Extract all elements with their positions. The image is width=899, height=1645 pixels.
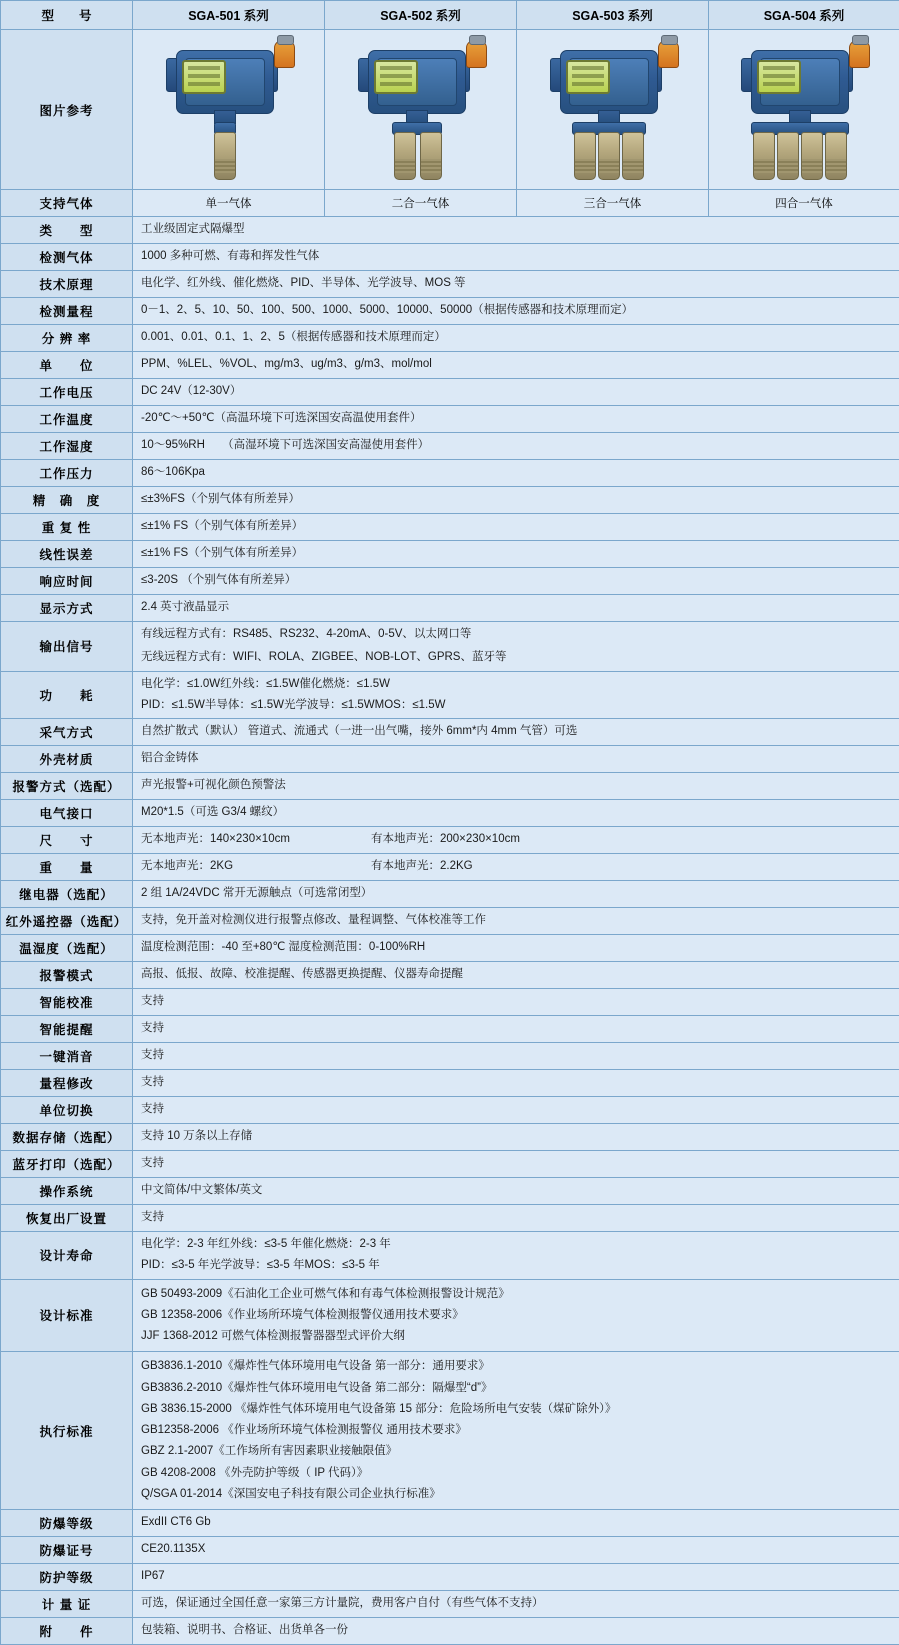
table-row-bluetooth-print [1,1151,899,1178]
row-value-alarm-modes: 高报、低报、故障、校准提醒、传感器更换提醒、仪器寿命提醒 [133,962,899,989]
detector-illustration-dual [346,36,496,184]
exec-standard-6: GB 4208-2008 《外壳防护等级（ IP 代码）》 [141,1465,891,1482]
table-row-range [1,298,899,325]
detector-illustration-quad [729,36,879,184]
row-value-unit: PPM、%LEL、%VOL、mg/m3、ug/m3、g/m3、mol/mol [133,352,899,379]
table-row-data-storage [1,1124,899,1151]
table-row-alarm-modes [1,962,899,989]
row-value-display: 2.4 英寸液晶显示 [133,595,899,622]
row-value-ex-certificate: CE20.1135X [133,1537,899,1564]
output-signal-wireless: 无线远程方式有：WIFI、ROLA、ZIGBEE、NOB-LOT、GPRS、蓝牙等 [141,649,891,666]
power-electrochemical: 电化学：≤1.0W [141,678,220,690]
row-value-temp-humidity-optional: 温度检测范围：-40 至+80℃ 湿度检测范围：0-100%RH [133,935,899,962]
power-semiconductor: 半导体：≤1.5W [205,699,284,711]
exec-standard-2: GB3836.2-2010《爆炸性气体环境用电气设备 第二部分：隔爆型“d”》 [141,1380,891,1397]
row-value-ip-rating: IP67 [133,1564,899,1591]
table-row-exec-standard [1,1352,899,1510]
table-row-housing [1,746,899,773]
row-value-ir-remote: 支持，免开盖对检测仪进行报警点修改、量程调整、气体校准等工作 [133,908,899,935]
table-row-ir-remote [1,908,899,935]
design-standard-1: GB 50493-2009《石油化工企业可燃气体和有毒气体检测报警设计规范》 [141,1286,891,1303]
row-label-design-standard: 设计标准 [1,1279,133,1352]
row-label-os: 操作系统 [1,1178,133,1205]
row-label-gas-support: 支持气体 [1,190,133,217]
table-row-lifespan [1,1232,899,1280]
row-value-factory-reset: 支持 [133,1205,899,1232]
row-value-repeatability: ≤±1% FS（个别气体有所差异） [133,514,899,541]
model-sga-501: SGA-501 系列 [133,1,325,30]
table-row-ex-rating [1,1510,899,1537]
table-row-display [1,595,899,622]
row-label-model: 型 号 [1,1,133,30]
row-label-accessories: 附 件 [1,1618,133,1645]
power-pid: PID：≤1.5W [141,699,205,711]
lifespan-line-1 [141,1236,891,1253]
table-row-os [1,1178,899,1205]
row-value-ex-rating: ExdII CT6 Gb [133,1510,899,1537]
row-value-principle: 电化学、红外线、催化燃烧、PID、半导体、光学波导、MOS 等 [133,271,899,298]
table-row-factory-reset [1,1205,899,1232]
row-label-linearity: 线性误差 [1,541,133,568]
row-label-voltage: 工作电压 [1,379,133,406]
row-value-metrology-cert: 可选，保证通过全国任意一家第三方计量院，费用客户自付（有些气体不支持） [133,1591,899,1618]
row-value-voltage: DC 24V（12-30V） [133,379,899,406]
weight-with-alarm: 有本地声光：2.2KG [371,860,473,872]
row-label-ir-remote: 红外遥控器（选配） [1,908,133,935]
table-row-size [1,827,899,854]
exec-standard-4: GB12358-2006 《作业场所环境气体检测报警仪 通用技术要求》 [141,1422,891,1439]
table-row-voltage [1,379,899,406]
table-row-output-signal [1,622,899,672]
row-label-power: 功 耗 [1,671,133,719]
table-row-one-key-mute [1,1043,899,1070]
table-row-repeatability [1,514,899,541]
row-value-unit-switch: 支持 [133,1097,899,1124]
lifespan-line-2 [141,1257,891,1274]
row-value-detect-gas: 1000 多种可燃、有毒和挥发性气体 [133,244,899,271]
row-value-accuracy: ≤±3%FS（个别气体有所差异） [133,487,899,514]
table-row-weight [1,854,899,881]
row-label-bluetooth-print: 蓝牙打印（选配） [1,1151,133,1178]
product-image-1 [133,30,325,190]
row-label-unit: 单 位 [1,352,133,379]
row-value-humidity: 10～95%RH （高湿环境下可选深国安高湿使用套件） [133,433,899,460]
table-row-alarm-mode-optional [1,773,899,800]
row-label-unit-switch: 单位切换 [1,1097,133,1124]
row-label-electrical-interface: 电气接口 [1,800,133,827]
lifespan-electrochemical: 电化学：2-3 年 [141,1238,218,1250]
detector-illustration-triple [538,36,688,184]
row-label-alarm-mode-optional: 报警方式（选配） [1,773,133,800]
row-value-lifespan [133,1232,899,1280]
lifespan-catalytic: 催化燃烧：2-3 年 [302,1238,391,1250]
row-value-size [133,827,899,854]
power-optical-waveguide: 光学波导：≤1.5W [284,699,375,711]
model-sga-504: SGA-504 系列 [709,1,899,30]
row-value-one-key-mute: 支持 [133,1043,899,1070]
row-label-smart-calibration: 智能校准 [1,989,133,1016]
table-row-design-standard [1,1279,899,1352]
lifespan-pid: PID：≤3-5 年 [141,1259,209,1271]
product-image-4 [709,30,899,190]
row-value-power [133,671,899,719]
gas-support-2: 二合一气体 [325,190,517,217]
row-label-factory-reset: 恢复出厂设置 [1,1205,133,1232]
table-row-temp-humidity-optional [1,935,899,962]
row-value-sampling: 自然扩散式（默认） 管道式、流通式（一进一出气嘴，接外 6mm*内 4mm 气管）可选 [133,719,899,746]
table-row-temperature [1,406,899,433]
exec-standard-5: GBZ 2.1-2007《工作场所有害因素职业接触限值》 [141,1443,891,1460]
row-value-range: 0－1、2、5、10、50、100、500、1000、5000、10000、50000（根据传感器和技术原理而定） [133,298,899,325]
design-standard-3: JJF 1368-2012 可燃气体检测报警器器型式评价大纲 [141,1328,891,1345]
row-label-pressure: 工作压力 [1,460,133,487]
row-label-repeatability: 重 复 性 [1,514,133,541]
row-label-image: 图片参考 [1,30,133,190]
table-row-model [1,1,899,30]
row-value-resolution: 0.001、0.01、0.1、1、2、5（根据传感器和技术原理而定） [133,325,899,352]
row-value-smart-reminder: 支持 [133,1016,899,1043]
row-label-data-storage: 数据存储（选配） [1,1124,133,1151]
output-signal-wired: 有线远程方式有：RS485、RS232、4-20mA、0-5V、以太网口等 [141,626,891,643]
detector-illustration-single [154,36,304,184]
power-line-1 [141,676,891,693]
row-value-os: 中文简体/中文繁体/英文 [133,1178,899,1205]
row-label-weight: 重 量 [1,854,133,881]
row-value-design-standard [133,1279,899,1352]
size-with-alarm: 有本地声光：200×230×10cm [371,833,520,845]
gas-support-3: 三合一气体 [517,190,709,217]
row-value-output-signal [133,622,899,672]
gas-support-4: 四合一气体 [709,190,899,217]
row-label-ex-certificate: 防爆证号 [1,1537,133,1564]
table-row-accuracy [1,487,899,514]
table-row-gas-support [1,190,899,217]
exec-standard-1: GB3836.1-2010《爆炸性气体环境用电气设备 第一部分：通用要求》 [141,1358,891,1375]
row-label-size: 尺 寸 [1,827,133,854]
row-label-exec-standard: 执行标准 [1,1352,133,1510]
row-label-relay: 继电器（选配） [1,881,133,908]
lifespan-mos: MOS：≤3-5 年 [304,1259,379,1271]
row-value-response-time: ≤3-20S （个别气体有所差异） [133,568,899,595]
row-value-smart-calibration: 支持 [133,989,899,1016]
table-row-sampling [1,719,899,746]
row-value-housing: 铝合金铸体 [133,746,899,773]
table-row-metrology-cert [1,1591,899,1618]
table-row-smart-reminder [1,1016,899,1043]
exec-standard-7: Q/SGA 01-2014《深国安电子科技有限公司企业执行标准》 [141,1486,891,1503]
row-label-type: 类 型 [1,217,133,244]
power-infrared: 红外线：≤1.5W [220,678,299,690]
row-label-principle: 技术原理 [1,271,133,298]
power-mos: MOS：≤1.5W [375,699,446,711]
table-row-response-time [1,568,899,595]
size-without-alarm: 无本地声光：140×230×10cm [141,831,371,848]
row-value-linearity: ≤±1% FS（个别气体有所差异） [133,541,899,568]
row-value-temperature: -20℃～+50℃（高温环境下可选深国安高温使用套件） [133,406,899,433]
table-row-accessories [1,1618,899,1645]
row-label-ip-rating: 防护等级 [1,1564,133,1591]
lifespan-infrared: 红外线：≤3-5 年 [218,1238,302,1250]
row-value-accessories: 包装箱、说明书、合格证、出货单各一份 [133,1618,899,1645]
product-image-2 [325,30,517,190]
row-label-ex-rating: 防爆等级 [1,1510,133,1537]
table-row-ex-certificate [1,1537,899,1564]
row-label-display: 显示方式 [1,595,133,622]
table-row-type [1,217,899,244]
gas-support-1: 单一气体 [133,190,325,217]
row-label-response-time: 响应时间 [1,568,133,595]
row-label-range: 检测量程 [1,298,133,325]
row-label-range-modify: 量程修改 [1,1070,133,1097]
row-label-accuracy: 精 确 度 [1,487,133,514]
row-value-type: 工业级固定式隔爆型 [133,217,899,244]
table-row-range-modify [1,1070,899,1097]
row-label-alarm-modes: 报警模式 [1,962,133,989]
table-row-images [1,30,899,190]
row-value-range-modify: 支持 [133,1070,899,1097]
model-sga-503: SGA-503 系列 [517,1,709,30]
row-value-electrical-interface: M20*1.5（可选 G3/4 螺纹） [133,800,899,827]
table-row-unit [1,352,899,379]
row-value-weight [133,854,899,881]
row-value-data-storage: 支持 10 万条以上存储 [133,1124,899,1151]
table-row-linearity [1,541,899,568]
row-value-exec-standard [133,1352,899,1510]
exec-standard-3: GB 3836.15-2000 《爆炸性气体环境用电气设备第 15 部分：危险场所电气安装（煤矿除外）》 [141,1401,891,1418]
table-row-detect-gas [1,244,899,271]
row-label-lifespan: 设计寿命 [1,1232,133,1280]
table-row-smart-calibration [1,989,899,1016]
row-label-sampling: 采气方式 [1,719,133,746]
table-row-power [1,671,899,719]
row-label-temp-humidity-optional: 温湿度（选配） [1,935,133,962]
row-label-housing: 外壳材质 [1,746,133,773]
table-row-ip-rating [1,1564,899,1591]
lifespan-optical-waveguide: 光学波导：≤3-5 年 [209,1259,304,1271]
row-value-pressure: 86～106Kpa [133,460,899,487]
row-label-detect-gas: 检测气体 [1,244,133,271]
row-value-bluetooth-print: 支持 [133,1151,899,1178]
row-label-humidity: 工作湿度 [1,433,133,460]
row-label-one-key-mute: 一键消音 [1,1043,133,1070]
row-value-alarm-mode-optional: 声光报警+可视化颜色预警法 [133,773,899,800]
row-label-resolution: 分 辨 率 [1,325,133,352]
row-label-smart-reminder: 智能提醒 [1,1016,133,1043]
table-row-electrical-interface [1,800,899,827]
row-label-metrology-cert: 计 量 证 [1,1591,133,1618]
table-row-unit-switch [1,1097,899,1124]
row-label-output-signal: 输出信号 [1,622,133,672]
weight-without-alarm: 无本地声光：2KG [141,858,371,875]
power-catalytic: 催化燃烧：≤1.5W [299,678,390,690]
row-value-relay: 2 组 1A/24VDC 常开无源触点（可选常闭型） [133,881,899,908]
table-row-relay [1,881,899,908]
power-line-2 [141,697,891,714]
row-label-temperature: 工作温度 [1,406,133,433]
table-row-principle [1,271,899,298]
table-row-resolution [1,325,899,352]
table-row-humidity [1,433,899,460]
product-image-3 [517,30,709,190]
design-standard-2: GB 12358-2006《作业场所环境气体检测报警仪通用技术要求》 [141,1307,891,1324]
table-row-pressure [1,460,899,487]
model-sga-502: SGA-502 系列 [325,1,517,30]
